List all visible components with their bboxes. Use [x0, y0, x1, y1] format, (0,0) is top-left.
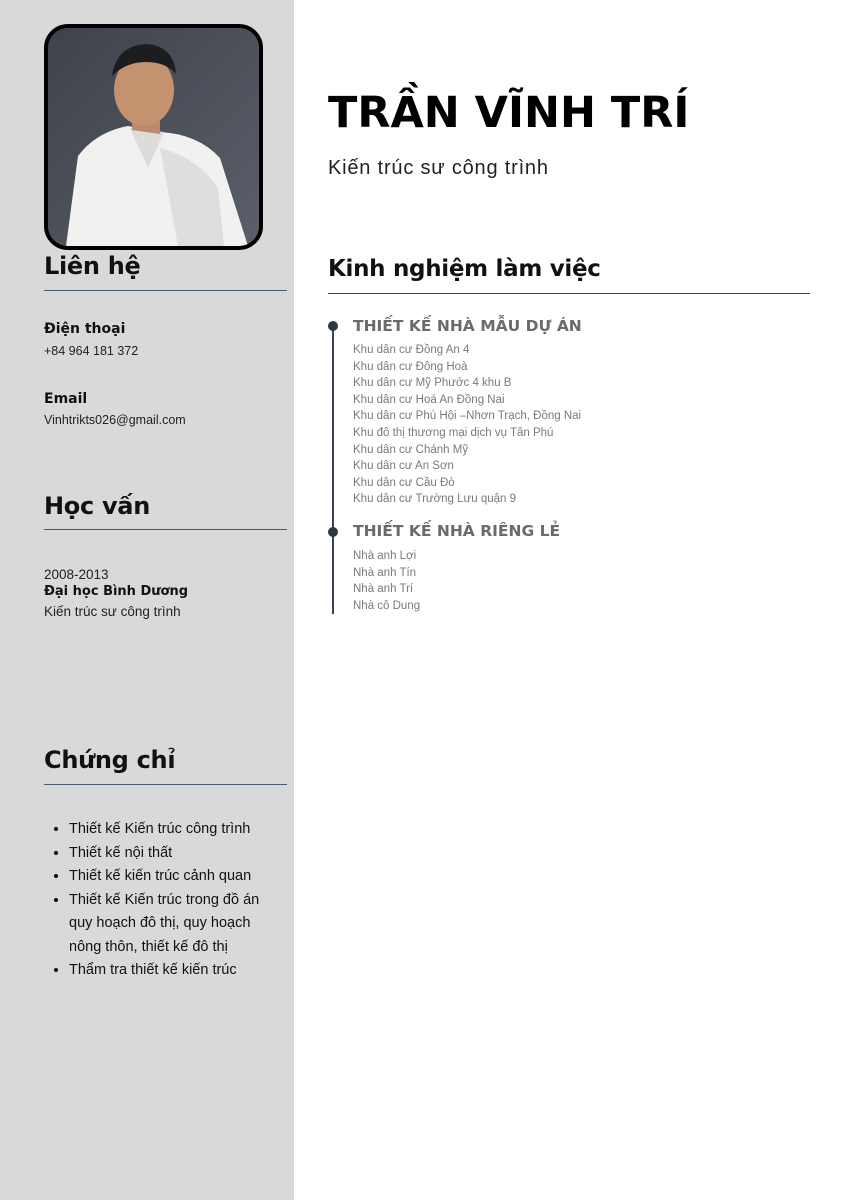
education-title: Học vấn	[44, 492, 150, 520]
experience-divider	[328, 293, 810, 294]
project-item: Khu dân cư An Sơn	[353, 460, 454, 473]
project-item: Khu dân cư Trường Lưu quận 9	[353, 493, 516, 506]
timeline-dot	[328, 321, 338, 331]
timeline-dot	[328, 527, 338, 537]
certificate-item: • Thiết kế Kiến trúc công trình	[69, 818, 279, 842]
experience-group-title: THIẾT KẾ NHÀ RIÊNG LẺ	[353, 522, 561, 540]
certificate-item: • Thẩm tra thiết kế kiến trúc	[69, 959, 279, 983]
project-list	[353, 342, 581, 508]
project-item: Nhà cô Dung	[353, 599, 421, 612]
project-item: Khu dân cư Đồng An 4	[353, 344, 470, 356]
experience-group-title: THIẾT KẾ NHÀ MẪU DỰ ÁN	[353, 317, 582, 335]
certificate-item: • Thiết kế Kiến trúc trong đồ án quy hoạch đô thị, quy hoạch nông thôn, thiết kế đô thị	[69, 889, 279, 960]
project-item: Nhà anh Tín	[353, 566, 417, 579]
education-school: Đại học Bình Dương	[44, 584, 189, 599]
contact-divider	[44, 290, 287, 291]
certificates-divider	[44, 784, 287, 785]
project-item: Khu dân cư Mỹ Phước 4 khu B	[353, 377, 512, 390]
project-item: Khu dân cư Cầu Đò	[353, 476, 455, 489]
timeline-line	[332, 326, 334, 614]
portrait-image	[48, 28, 259, 246]
project-item: Nhà anh Lợi	[353, 550, 417, 562]
project-item: Khu dân cư Đông Hoà	[353, 360, 468, 373]
certificates-list	[44, 818, 279, 983]
phone-value: +84 964 181 372	[44, 344, 139, 358]
certificate-item: • Thiết kế kiến trúc cảnh quan	[69, 865, 279, 889]
project-item: Khu đô thị thương mại dịch vụ Tân Phú	[353, 426, 554, 439]
phone-label: Điện thoại	[44, 321, 126, 337]
email-label: Email	[44, 391, 88, 407]
education-divider	[44, 529, 287, 530]
project-item: Khu dân cư Phú Hội –Nhơn Trạch, Đồng Nai	[353, 410, 582, 423]
email-value: Vinhtrikts026@gmail.com	[44, 413, 186, 427]
project-item: Khu dân cư Hoá An Đồng Nai	[353, 393, 505, 406]
contact-title: Liên hệ	[44, 252, 141, 280]
person-name: TRẦN VĨNH TRÍ	[328, 88, 690, 138]
project-list	[353, 548, 420, 614]
certificates-title: Chứng chỉ	[44, 746, 176, 774]
education-years: 2008-2013	[44, 567, 109, 582]
sidebar	[0, 0, 294, 1200]
certificate-item: • Thiết kế nội thất	[69, 842, 279, 866]
project-item: Khu dân cư Chánh Mỹ	[353, 443, 469, 456]
person-role: Kiến trúc sư công trình	[328, 157, 549, 179]
education-major: Kiến trúc sư công trình	[44, 604, 181, 619]
experience-title: Kinh nghiệm làm việc	[328, 256, 601, 282]
project-item: Nhà anh Trí	[353, 583, 414, 596]
profile-photo	[44, 24, 263, 250]
